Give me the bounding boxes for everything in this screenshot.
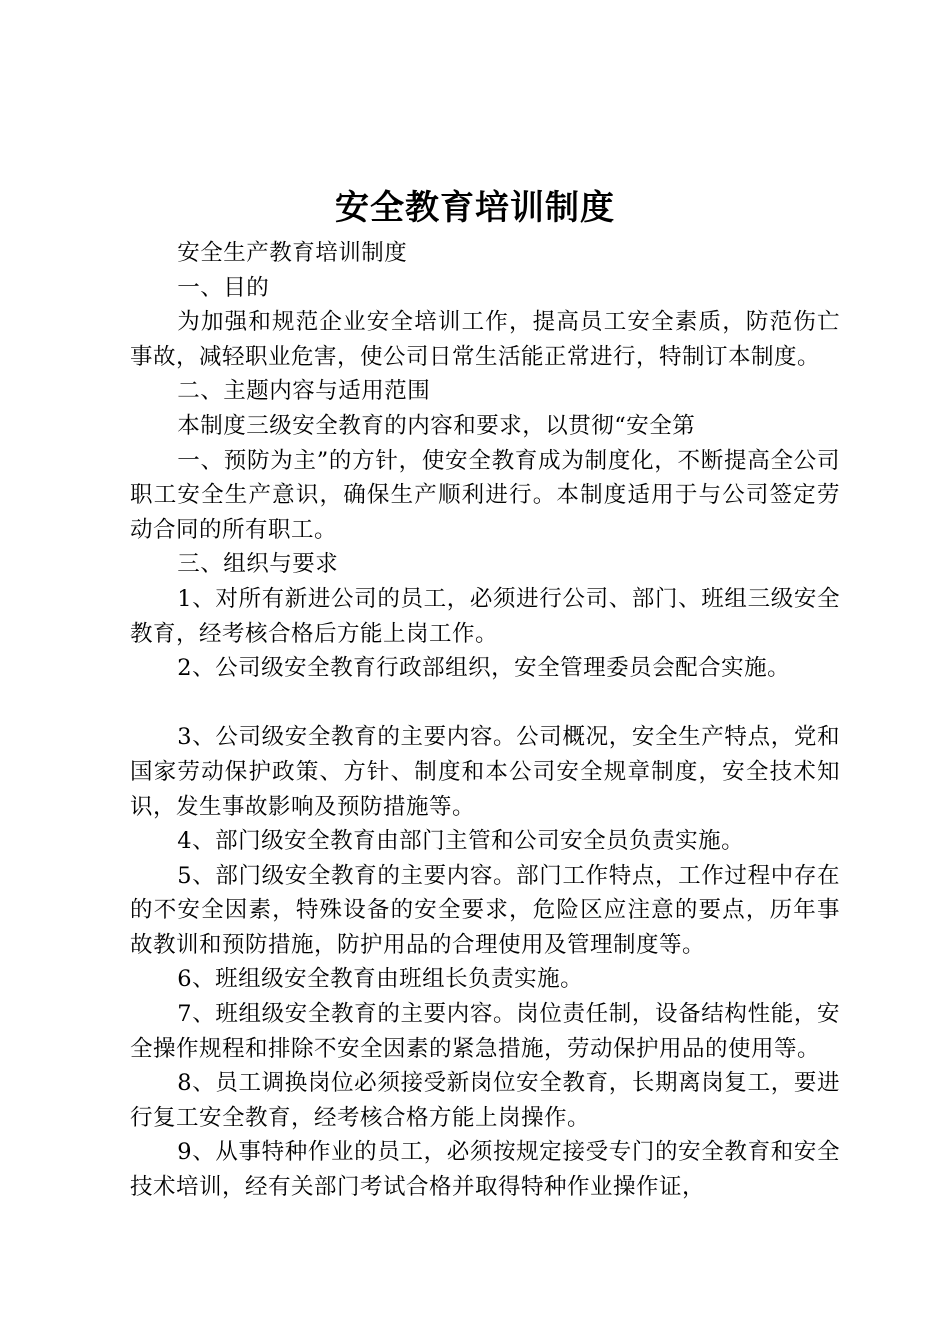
paragraph-item-9: 9、从事特种作业的员工，必须按规定接受专门的安全教育和安全技术培训，经有关部门考试合格并取得特种作业操作证， [130,1139,840,1201]
paragraph-purpose: 为加强和规范企业安全培训工作，提高员工安全素质，防范伤亡事故，减轻职业危害，使公司日常生活能正常进行，特制订本制度。 [130,309,840,370]
paragraph-item-8: 8、员工调换岗位必须接受新岗位安全教育，长期离岗复工，要进行复工安全教育，经考核合格方能上岗操作。 [130,1070,840,1131]
paragraph-section-1-heading: 一、目的 [177,274,270,301]
paragraph-item-7: 7、班组级安全教育的主要内容。岗位责任制，设备结构性能，安全操作规程和排除不安全因素的紧急措施，劳动保护用品的使用等。 [130,1001,840,1062]
paragraph-item-5: 5、部门级安全教育的主要内容。部门工作特点，工作过程中存在的不安全因素，特殊设备的安全要求，危险区应注意的要点，历年事故教训和预防措施，防护用品的合理使用及管理制度等。 [130,862,840,958]
paragraph-scope-body: 一、预防为主”的方针，使安全教育成为制度化，不断提高全公司职工安全生产意识，确保生产顺利进行。本制度适用于与公司签定劳动合同的所有职工。 [130,447,840,543]
paragraph-section-3-heading: 三、组织与要求 [177,551,339,578]
paragraph-scope-intro: 本制度三级安全教育的内容和要求，以贯彻“安全第 [177,412,696,439]
paragraph-subtitle: 安全生产教育培训制度 [177,240,408,266]
paragraph-item-1: 1、对所有新进公司的员工，必须进行公司、部门、班组三级安全教育，经考核合格后方能上岗工作。 [130,585,840,647]
document-body [130,236,840,1205]
paragraph-item-2: 2、公司级安全教育行政部组织，安全管理委员会配合实施。 [177,655,791,682]
paragraph-item-3: 3、公司级安全教育的主要内容。公司概况，安全生产特点，党和国家劳动保护政策、方针、制度和本公司安全规章制度，安全技术知识，发生事故影响及预防措施等。 [130,724,840,820]
paragraph-item-6: 6、班组级安全教育由班组长负责实施。 [177,966,584,993]
paragraph-section-2-heading: 二、主题内容与适用范围 [177,378,431,405]
paragraph-item-4: 4、部门级安全教育由部门主管和公司安全员负责实施。 [177,828,745,855]
document-title: 安全教育培训制度 [335,188,615,228]
